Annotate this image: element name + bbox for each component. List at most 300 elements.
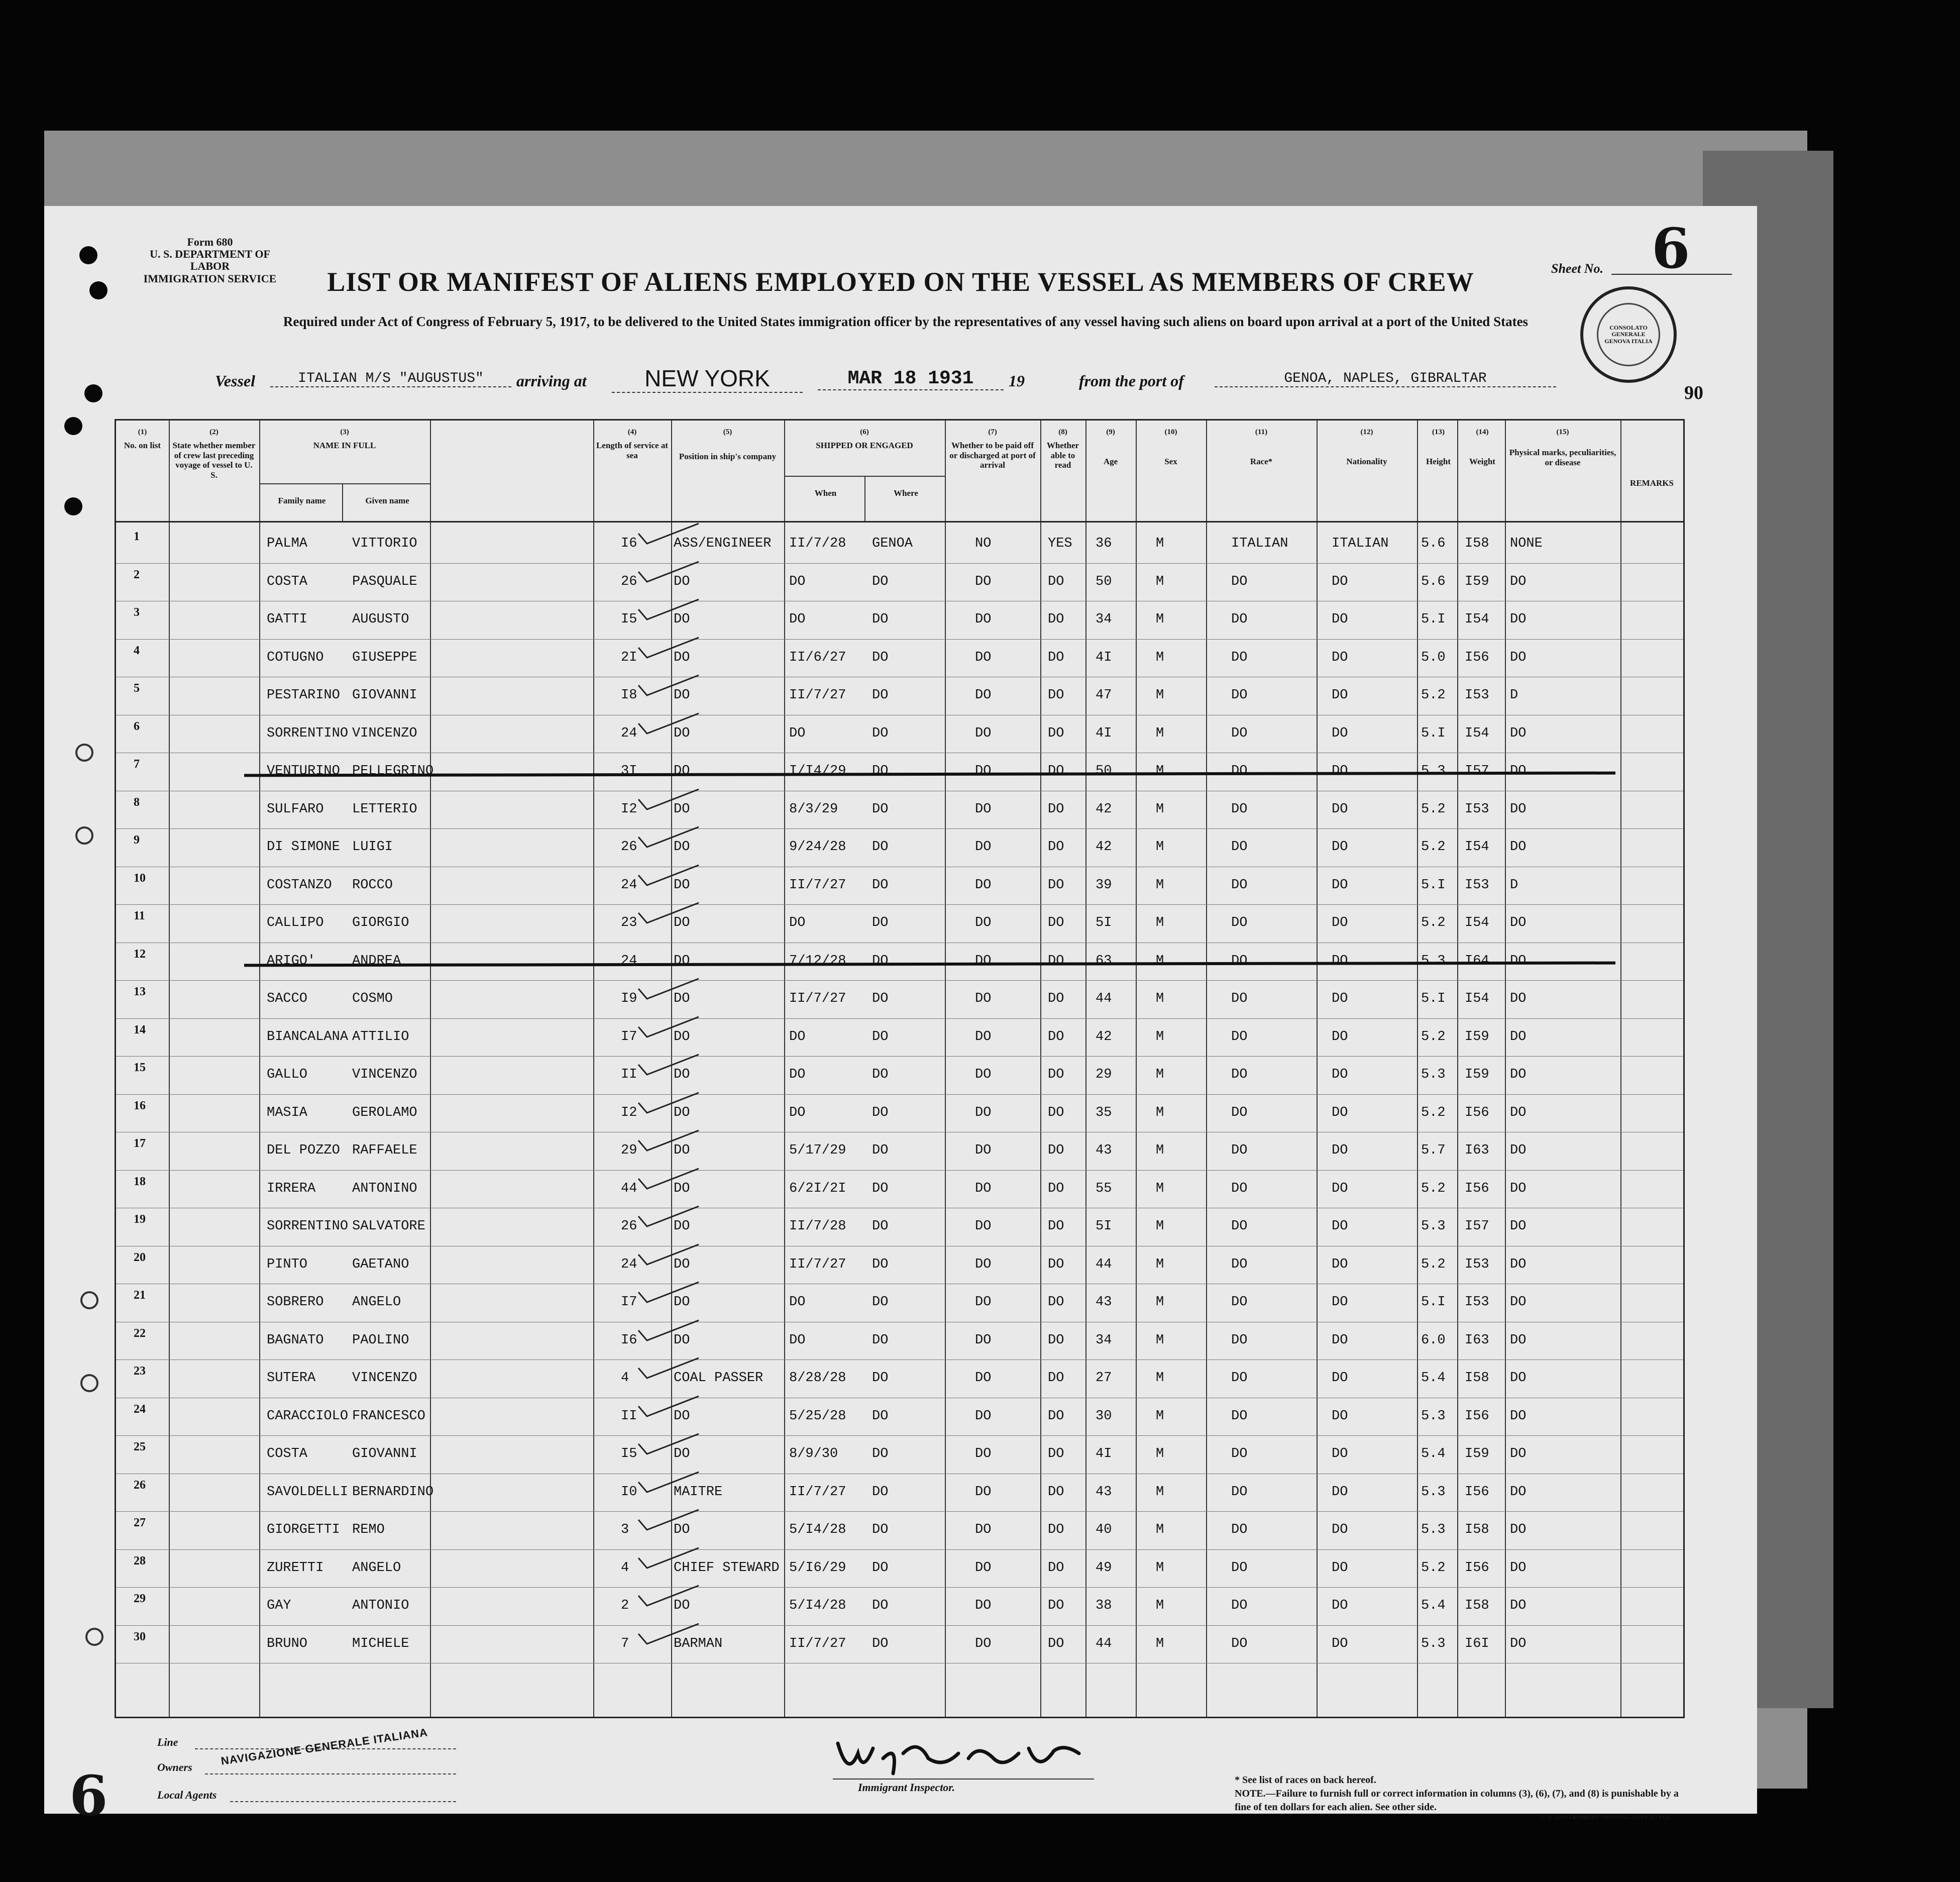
cell-family: ARIGO' bbox=[267, 953, 316, 969]
punch-hole bbox=[79, 246, 97, 264]
cell-read: DO bbox=[1048, 1598, 1064, 1613]
cell-given: ANGELO bbox=[352, 1560, 401, 1576]
cell-race: DO bbox=[1231, 1636, 1248, 1651]
header-paid-off-label: Whether to be paid off or discharged at port of arrival bbox=[949, 441, 1036, 470]
header-paid-off bbox=[947, 428, 1038, 470]
cell-nat: DO bbox=[1332, 991, 1348, 1006]
cell-paid: DO bbox=[975, 953, 992, 969]
cell-paid: DO bbox=[975, 1257, 992, 1272]
cell-nat: DO bbox=[1332, 1257, 1348, 1272]
cell-read: DO bbox=[1048, 764, 1064, 779]
cell-age: 42 bbox=[1096, 801, 1112, 817]
cell-marks: DO bbox=[1510, 1257, 1527, 1272]
vessel-label: Vessel bbox=[215, 372, 255, 390]
header-race-label: Race* bbox=[1250, 457, 1273, 467]
cell-sex: M bbox=[1156, 915, 1164, 930]
cell-family: COSTA bbox=[267, 1446, 308, 1461]
table-row bbox=[116, 792, 1683, 829]
cell-marks: DO bbox=[1510, 1181, 1527, 1196]
header-last-voyage-label: State whether member of crew last preceding voyage of vessel to U. S. bbox=[172, 441, 256, 480]
cell-when: I/I4/29 bbox=[789, 764, 846, 779]
cell-nat: DO bbox=[1332, 1219, 1348, 1234]
cell-sex: M bbox=[1156, 688, 1164, 703]
cell-read: DO bbox=[1048, 1371, 1064, 1386]
cell-marks: DO bbox=[1510, 1295, 1527, 1310]
table-row bbox=[116, 678, 1683, 715]
cell-given: LUIGI bbox=[352, 840, 393, 855]
cell-marks: DO bbox=[1510, 1598, 1527, 1613]
cell-when: 5/I4/28 bbox=[789, 1522, 846, 1537]
cell-nat: DO bbox=[1332, 801, 1348, 817]
cell-sex: M bbox=[1156, 801, 1164, 817]
cell-height: 5.2 bbox=[1421, 840, 1446, 855]
table-row bbox=[116, 1588, 1683, 1626]
line-label: Line bbox=[157, 1736, 178, 1748]
cell-service: 3I bbox=[621, 764, 637, 779]
cell-weight: I54 bbox=[1465, 840, 1489, 855]
cell-position: DO bbox=[674, 801, 690, 817]
cell-age: 40 bbox=[1096, 1522, 1112, 1537]
table-row bbox=[116, 1171, 1683, 1209]
cell-race: DO bbox=[1231, 1257, 1248, 1272]
bottom-sheet-number: 6 bbox=[69, 1763, 108, 1828]
cell-marks: D bbox=[1510, 688, 1518, 703]
cell-paid: DO bbox=[975, 991, 992, 1006]
cell-read: DO bbox=[1048, 1295, 1064, 1310]
header-no bbox=[119, 428, 166, 451]
inspector-line bbox=[833, 1779, 1094, 1780]
cell-read: DO bbox=[1048, 1143, 1064, 1158]
arrival-date: MAR 18 1931 bbox=[818, 368, 1004, 390]
cell-given: VITTORIO bbox=[352, 536, 417, 551]
header-sex-label: Sex bbox=[1164, 457, 1177, 467]
cell-when: 5/I4/28 bbox=[789, 1598, 846, 1613]
cell-family: MASIA bbox=[267, 1105, 308, 1120]
cell-position: DO bbox=[674, 1598, 690, 1613]
cell-sex: M bbox=[1156, 1636, 1164, 1651]
cell-when: 8/9/30 bbox=[789, 1446, 838, 1461]
from-ports: GENOA, NAPLES, GIBRALTAR bbox=[1215, 371, 1556, 387]
cell-height: 6.0 bbox=[1421, 1332, 1446, 1348]
header-last-voyage bbox=[171, 428, 257, 480]
cell-height: 5.3 bbox=[1421, 1522, 1446, 1537]
cell-race: DO bbox=[1231, 1295, 1248, 1310]
cell-sex: M bbox=[1156, 1408, 1164, 1424]
cell-nat: DO bbox=[1332, 840, 1348, 855]
inspector-signature bbox=[828, 1723, 1109, 1784]
table-row bbox=[116, 640, 1683, 678]
cell-age: 43 bbox=[1096, 1143, 1112, 1158]
row-number: 1 bbox=[134, 530, 140, 543]
cell-marks: DO bbox=[1510, 801, 1527, 817]
header-name bbox=[262, 428, 427, 451]
cell-weight: I59 bbox=[1465, 1446, 1489, 1461]
cell-nat: DO bbox=[1332, 688, 1348, 703]
punch-hole bbox=[84, 384, 102, 402]
cell-family: BIANCALANA bbox=[267, 1029, 349, 1044]
header-given-name: Given name bbox=[365, 496, 409, 505]
header-physical-marks bbox=[1507, 428, 1618, 467]
cell-family: BRUNO bbox=[267, 1636, 308, 1651]
cell-sex: M bbox=[1156, 1522, 1164, 1537]
printing-office: U. S. GOVERNMENT PRINTING OFFICE: 1926 bbox=[1541, 1814, 1671, 1821]
cell-sex: M bbox=[1156, 536, 1164, 551]
cell-age: 5I bbox=[1096, 915, 1112, 930]
cell-when: DO bbox=[789, 1295, 806, 1310]
cell-service: II bbox=[621, 1408, 637, 1424]
cell-marks: DO bbox=[1510, 574, 1527, 589]
owners-field bbox=[205, 1773, 456, 1774]
cell-where: DO bbox=[872, 1181, 889, 1196]
cell-height: 5.3 bbox=[1421, 1484, 1446, 1500]
cell-marks: NONE bbox=[1510, 536, 1543, 551]
cell-marks: DO bbox=[1510, 1446, 1527, 1461]
header-weight bbox=[1460, 428, 1505, 467]
cell-race: DO bbox=[1231, 1219, 1248, 1234]
cell-marks: DO bbox=[1510, 1143, 1527, 1158]
cell-age: 4I bbox=[1096, 725, 1112, 741]
cell-family: SACCO bbox=[267, 991, 308, 1006]
cell-position: DO bbox=[674, 1295, 690, 1310]
cell-height: 5.0 bbox=[1421, 650, 1446, 665]
row-number: 24 bbox=[134, 1402, 146, 1416]
row-number: 22 bbox=[134, 1326, 146, 1340]
header-service-num: (4) bbox=[627, 428, 637, 436]
row-rule bbox=[116, 1170, 1683, 1171]
cell-weight: I57 bbox=[1465, 1219, 1489, 1234]
row-number: 30 bbox=[134, 1630, 146, 1643]
cell-age: 42 bbox=[1096, 1029, 1112, 1044]
header-race-num: (11) bbox=[1255, 428, 1268, 436]
cell-race: DO bbox=[1231, 612, 1248, 627]
punch-hole bbox=[64, 417, 82, 435]
cell-when: 7/12/28 bbox=[789, 953, 846, 969]
cell-family: GIORGETTI bbox=[267, 1522, 340, 1537]
cell-family: DEL POZZO bbox=[267, 1143, 340, 1158]
cell-given: REMO bbox=[352, 1522, 385, 1537]
cell-height: 5.I bbox=[1421, 725, 1446, 741]
cell-age: 50 bbox=[1096, 574, 1112, 589]
cell-age: 63 bbox=[1096, 953, 1112, 969]
cell-nat: DO bbox=[1332, 1598, 1348, 1613]
year-prefix: 19 bbox=[1009, 372, 1025, 390]
cell-marks: DO bbox=[1510, 1484, 1527, 1500]
cell-weight: I58 bbox=[1465, 1522, 1489, 1537]
cell-family: ZURETTI bbox=[267, 1560, 324, 1576]
cell-height: 5.3 bbox=[1421, 764, 1446, 779]
cell-service: I7 bbox=[621, 1295, 637, 1310]
cell-nat: ITALIAN bbox=[1332, 536, 1389, 551]
cell-read: DO bbox=[1048, 991, 1064, 1006]
stamp-text: CONSOLATO GENERALE GENOVA ITALIA bbox=[1604, 324, 1653, 345]
cell-family: IRRERA bbox=[267, 1181, 316, 1196]
cell-age: 55 bbox=[1096, 1181, 1112, 1196]
table-row bbox=[116, 716, 1683, 754]
cell-sex: M bbox=[1156, 1484, 1164, 1500]
cell-when: 5/I6/29 bbox=[789, 1560, 846, 1576]
header-position-num: (5) bbox=[723, 428, 732, 436]
cell-race: DO bbox=[1231, 1522, 1248, 1537]
cell-marks: DO bbox=[1510, 1067, 1527, 1082]
cell-weight: I6I bbox=[1465, 1636, 1489, 1651]
cell-service: 26 bbox=[621, 574, 637, 589]
cell-nat: DO bbox=[1332, 1446, 1348, 1461]
cell-marks: DO bbox=[1510, 915, 1527, 930]
row-number: 12 bbox=[134, 947, 146, 961]
table-row bbox=[116, 905, 1683, 943]
cell-sex: M bbox=[1156, 1181, 1164, 1196]
cell-position: CHIEF STEWARD bbox=[674, 1560, 780, 1576]
cell-paid: DO bbox=[975, 764, 992, 779]
table-row bbox=[116, 1247, 1683, 1285]
cell-given: FRANCESCO bbox=[352, 1408, 425, 1424]
cell-when: 9/24/28 bbox=[789, 840, 846, 855]
cell-sex: M bbox=[1156, 650, 1164, 665]
cell-race: DO bbox=[1231, 1067, 1248, 1082]
form-number: Form 680 bbox=[187, 236, 233, 248]
table-row bbox=[116, 1399, 1683, 1436]
cell-family: CALLIPO bbox=[267, 915, 324, 930]
cell-given: ANGELO bbox=[352, 1295, 401, 1310]
cell-where: DO bbox=[872, 688, 889, 703]
cell-sex: M bbox=[1156, 1143, 1164, 1158]
row-rule bbox=[116, 563, 1683, 564]
header-no-label: No. on list bbox=[124, 441, 161, 451]
cell-service: I7 bbox=[621, 1029, 637, 1044]
cell-service: 2 bbox=[621, 1598, 629, 1613]
cell-paid: DO bbox=[975, 1371, 992, 1386]
row-number: 26 bbox=[134, 1478, 146, 1492]
cell-nat: DO bbox=[1332, 915, 1348, 930]
cell-paid: DO bbox=[975, 1560, 992, 1576]
cell-service: 26 bbox=[621, 1219, 637, 1234]
cell-paid: DO bbox=[975, 1029, 992, 1044]
cell-marks: DO bbox=[1510, 1332, 1527, 1348]
table-row bbox=[116, 1361, 1683, 1398]
cell-given: MICHELE bbox=[352, 1636, 409, 1651]
header-bottom-rule bbox=[116, 521, 1683, 522]
cell-position: DO bbox=[674, 1332, 690, 1348]
cell-when: II/7/27 bbox=[789, 1636, 846, 1651]
cell-nat: DO bbox=[1332, 1105, 1348, 1120]
header-shipped-label: SHIPPED OR ENGAGED bbox=[816, 441, 913, 451]
arriving-label: arriving at bbox=[516, 372, 587, 390]
cell-nat: DO bbox=[1332, 1067, 1348, 1082]
cell-paid: DO bbox=[975, 1105, 992, 1120]
cell-nat: DO bbox=[1332, 1636, 1348, 1651]
cell-paid: DO bbox=[975, 1332, 992, 1348]
cell-read: DO bbox=[1048, 1029, 1064, 1044]
cell-height: 5.2 bbox=[1421, 1560, 1446, 1576]
row-number: 14 bbox=[134, 1023, 146, 1036]
cell-height: 5.7 bbox=[1421, 1143, 1446, 1158]
table-row bbox=[116, 1436, 1683, 1474]
cell-given: ANTONINO bbox=[352, 1181, 417, 1196]
header-height bbox=[1420, 428, 1457, 467]
row-number: 4 bbox=[134, 644, 140, 657]
cell-race: DO bbox=[1231, 840, 1248, 855]
table-row bbox=[116, 754, 1683, 791]
table-row bbox=[116, 868, 1683, 905]
cell-age: 44 bbox=[1096, 1636, 1112, 1651]
cell-read: DO bbox=[1048, 1408, 1064, 1424]
cell-race: DO bbox=[1231, 688, 1248, 703]
cell-nat: DO bbox=[1332, 574, 1348, 589]
row-rule bbox=[116, 980, 1683, 981]
cell-service: I6 bbox=[621, 1332, 637, 1348]
cell-when: II/7/28 bbox=[789, 536, 846, 551]
owners-stamp-text: NAVIGAZIONE GENERALE ITALIANA bbox=[220, 1726, 429, 1767]
header-read-label: Whether able to read bbox=[1046, 441, 1079, 470]
cell-marks: DO bbox=[1510, 1371, 1527, 1386]
cell-service: 23 bbox=[621, 915, 637, 930]
cell-service: I9 bbox=[621, 991, 637, 1006]
row-rule bbox=[116, 1094, 1683, 1095]
cell-read: DO bbox=[1048, 1446, 1064, 1461]
cell-when: DO bbox=[789, 915, 806, 930]
cell-when: II/6/27 bbox=[789, 650, 846, 665]
cell-race: DO bbox=[1231, 801, 1248, 817]
cell-read: DO bbox=[1048, 574, 1064, 589]
header-shipped-num: (6) bbox=[860, 428, 869, 436]
cell-given: AUGUSTO bbox=[352, 612, 409, 627]
cell-where: DO bbox=[872, 1219, 889, 1234]
header-when: When bbox=[814, 488, 837, 498]
cell-read: DO bbox=[1048, 840, 1064, 855]
table-row bbox=[116, 1626, 1683, 1664]
cell-where: DO bbox=[872, 1067, 889, 1082]
manifest-page bbox=[44, 206, 1757, 1828]
cell-paid: DO bbox=[975, 1636, 992, 1651]
table-row bbox=[116, 1550, 1683, 1588]
cell-nat: DO bbox=[1332, 1332, 1348, 1348]
cell-family: SORRENTINO bbox=[267, 1219, 349, 1234]
cell-sex: M bbox=[1156, 840, 1164, 855]
header-read bbox=[1043, 428, 1083, 470]
cell-height: 5.2 bbox=[1421, 1105, 1446, 1120]
cell-race: DO bbox=[1231, 877, 1248, 893]
cell-read: DO bbox=[1048, 1484, 1064, 1500]
cell-family: GAY bbox=[267, 1598, 291, 1613]
cell-nat: DO bbox=[1332, 1295, 1348, 1310]
department-name: U. S. DEPARTMENT OF LABOR bbox=[150, 248, 270, 273]
cell-sex: M bbox=[1156, 1219, 1164, 1234]
cell-position: DO bbox=[674, 1105, 690, 1120]
header-height-label: Height bbox=[1426, 457, 1451, 467]
cell-position: DO bbox=[674, 1219, 690, 1234]
table-row bbox=[116, 1512, 1683, 1550]
cell-weight: I56 bbox=[1465, 1105, 1489, 1120]
cell-height: 5.I bbox=[1421, 612, 1446, 627]
header-service bbox=[596, 428, 669, 460]
cell-paid: DO bbox=[975, 1181, 992, 1196]
cell-race: DO bbox=[1231, 915, 1248, 930]
cell-age: 34 bbox=[1096, 612, 1112, 627]
shipped-split-line bbox=[864, 476, 865, 521]
cell-given: COSMO bbox=[352, 991, 393, 1006]
cell-given: ANTONIO bbox=[352, 1598, 409, 1613]
cell-read: DO bbox=[1048, 801, 1064, 817]
row-number: 8 bbox=[134, 795, 140, 809]
cell-marks: DO bbox=[1510, 1636, 1527, 1651]
cell-service: 4 bbox=[621, 1371, 629, 1386]
cell-weight: I54 bbox=[1465, 991, 1489, 1006]
cell-where: DO bbox=[872, 1029, 889, 1044]
cell-service: I8 bbox=[621, 688, 637, 703]
cell-when: II/7/27 bbox=[789, 1257, 846, 1272]
row-rule bbox=[116, 1018, 1683, 1019]
cell-where: DO bbox=[872, 915, 889, 930]
cell-race: DO bbox=[1231, 574, 1248, 589]
cell-service: I0 bbox=[621, 1484, 637, 1500]
cell-weight: I59 bbox=[1465, 574, 1489, 589]
cell-service: 24 bbox=[621, 725, 637, 741]
cell-position: ASS/ENGINEER bbox=[674, 536, 772, 551]
cell-height: 5.I bbox=[1421, 991, 1446, 1006]
cell-weight: I56 bbox=[1465, 1408, 1489, 1424]
cell-age: 4I bbox=[1096, 650, 1112, 665]
cell-read: DO bbox=[1048, 1067, 1064, 1082]
cell-position: MAITRE bbox=[674, 1484, 723, 1500]
punch-hole bbox=[75, 744, 93, 762]
row-number: 20 bbox=[134, 1250, 146, 1264]
cell-age: 30 bbox=[1096, 1408, 1112, 1424]
cell-family: PALMA bbox=[267, 536, 308, 551]
header-nationality-label: Nationality bbox=[1346, 457, 1387, 467]
header-position-label: Position in ship's company bbox=[679, 452, 777, 462]
cell-position: DO bbox=[674, 1408, 690, 1424]
cell-given: VINCENZO bbox=[352, 1067, 417, 1082]
cell-weight: I58 bbox=[1465, 1598, 1489, 1613]
cell-height: 5.3 bbox=[1421, 953, 1446, 969]
cell-where: DO bbox=[872, 1371, 889, 1386]
cell-weight: I53 bbox=[1465, 877, 1489, 893]
cell-service: 24 bbox=[621, 953, 637, 969]
cell-marks: DO bbox=[1510, 991, 1527, 1006]
local-agents-field bbox=[230, 1801, 456, 1802]
cell-paid: DO bbox=[975, 688, 992, 703]
row-number: 19 bbox=[134, 1213, 146, 1226]
cell-given: PASQUALE bbox=[352, 574, 417, 589]
row-number: 18 bbox=[134, 1175, 146, 1188]
cell-age: 44 bbox=[1096, 991, 1112, 1006]
cell-given: VINCENZO bbox=[352, 725, 417, 741]
cell-paid: DO bbox=[975, 574, 992, 589]
cell-given: LETTERIO bbox=[352, 801, 417, 817]
cell-where: DO bbox=[872, 1105, 889, 1120]
cell-height: 5.3 bbox=[1421, 1219, 1446, 1234]
header-no-num: (1) bbox=[138, 428, 147, 436]
cell-race: DO bbox=[1231, 650, 1248, 665]
cell-height: 5.2 bbox=[1421, 801, 1446, 817]
row-number: 21 bbox=[134, 1289, 146, 1302]
page-subtitle: Required under Act of Congress of February 5, 1917, to be delivered to the United States immigration officer by the representatives of any vessel having such aliens on board upon arrival at a port of the United States bbox=[283, 314, 1529, 329]
cell-sex: M bbox=[1156, 612, 1164, 627]
cell-paid: DO bbox=[975, 1446, 992, 1461]
strike-through-line bbox=[244, 961, 1615, 967]
footer-notes bbox=[1235, 1773, 1687, 1814]
row-number: 5 bbox=[134, 682, 140, 695]
cell-where: DO bbox=[872, 840, 889, 855]
name-split-line bbox=[342, 483, 343, 521]
cell-age: 42 bbox=[1096, 840, 1112, 855]
cell-position: DO bbox=[674, 991, 690, 1006]
cell-service: I2 bbox=[621, 1105, 637, 1120]
cell-weight: I59 bbox=[1465, 1067, 1489, 1082]
cell-paid: DO bbox=[975, 725, 992, 741]
cell-given: PELLEGRINO bbox=[352, 764, 434, 779]
arriving-port: NEW YORK bbox=[612, 365, 803, 393]
